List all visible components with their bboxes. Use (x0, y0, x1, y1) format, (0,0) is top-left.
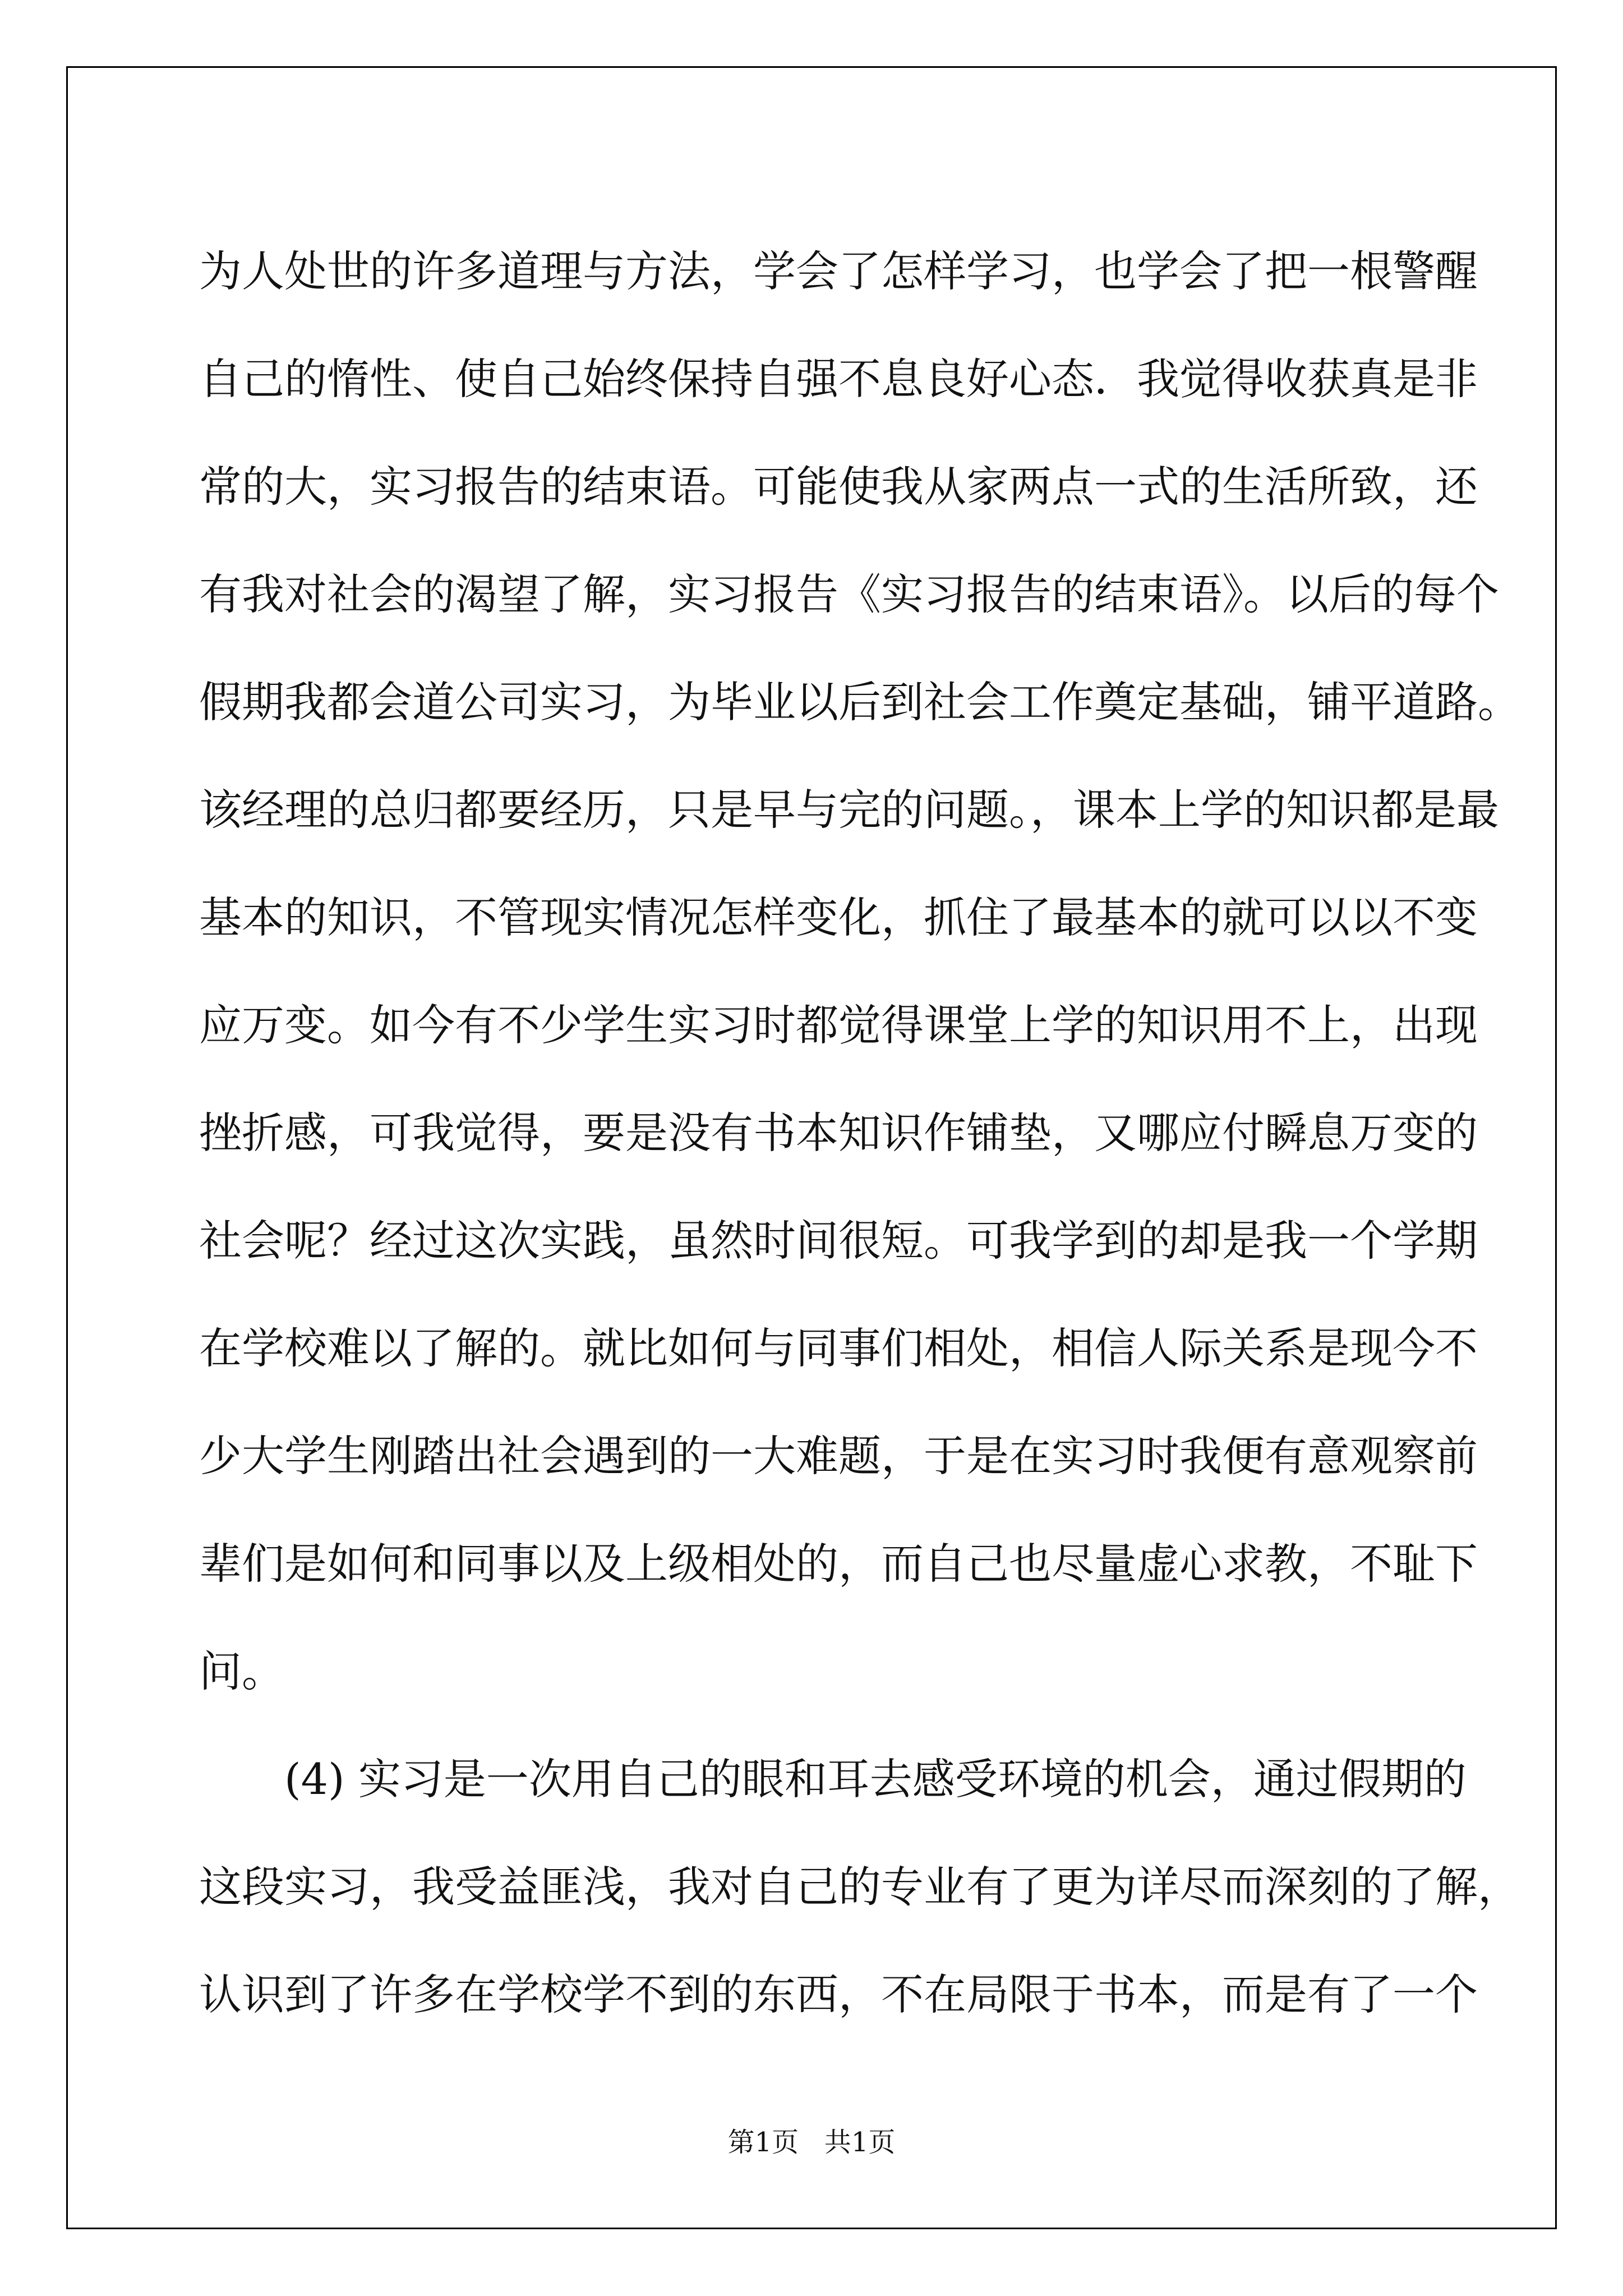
text-line: 常的大，实习报告的结束语。可能使我从家两点一式的生活所致，还 (199, 462, 1478, 512)
text-line: 该经理的总归都要经历，只是早与完的问题。，课本上学的知识都是最 (199, 785, 1499, 835)
text-line: 有我对社会的渴望了解，实习报告《实习报告的结束语》。以后的每个 (199, 569, 1499, 619)
text-line: 自己的惰性、使自己始终保持自强不息良好心态．我觉得收获真是非 (199, 354, 1478, 404)
text-line: 认识到了许多在学校学不到的东西，不在局限于书本，而是有了一个 (199, 1970, 1478, 2019)
paragraph-first-line: (4) 实习是一次用自己的眼和耳去感受环境的机会，通过假期的 (284, 1754, 1467, 1804)
document-body (199, 218, 1520, 2049)
text-line: 这段实习，我受益匪浅，我对自己的专业有了更为详尽而深刻的了解， (199, 1862, 1520, 1912)
text-line: 应万变。如今有不少学生实习时都觉得课堂上学的知识用不上，出现 (199, 1000, 1478, 1050)
text-line: 问。 (199, 1646, 284, 1696)
text-line: 辈们是如何和同事以及上级相处的，而自己也尽量虚心求教，不耻下 (199, 1539, 1478, 1589)
text-line: 基本的知识，不管现实情况怎样变化，抓住了最基本的就可以以不变 (199, 892, 1478, 942)
text-line: 在学校难以了解的。就比如何与同事们相处，相信人际关系是现今不 (199, 1323, 1478, 1373)
page-number-footer: 第1页 共1页 (727, 2127, 896, 2158)
text-line: 为人处世的许多道理与方法，学会了怎样学习，也学会了把一根警醒 (199, 246, 1478, 296)
text-line: 挫折感，可我觉得，要是没有书本知识作铺垫，又哪应付瞬息万变的 (199, 1108, 1478, 1158)
text-line: 社会呢？经过这次实践，虽然时间很短。可我学到的却是我一个学期 (199, 1216, 1478, 1266)
text-line: 少大学生刚踏出社会遇到的一大难题，于是在实习时我便有意观察前 (199, 1431, 1478, 1481)
text-line: 假期我都会道公司实习，为毕业以后到社会工作奠定基础，铺平道路。 (199, 677, 1520, 727)
